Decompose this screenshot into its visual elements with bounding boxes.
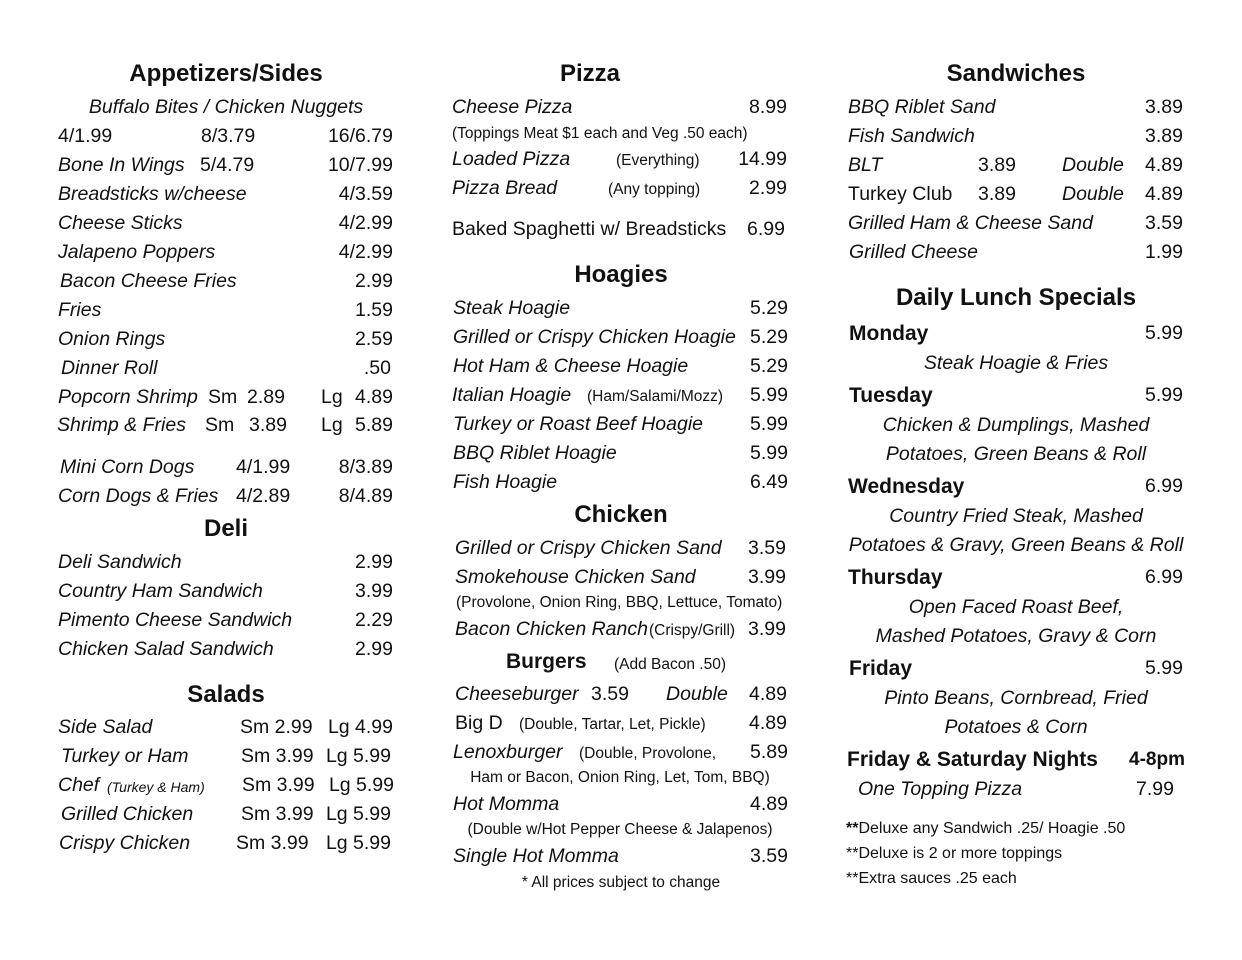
menu-item-price: 5.89 — [750, 741, 788, 763]
menu-item-name: Chef — [58, 774, 100, 796]
menu-item-price: 4.89 — [749, 712, 787, 734]
hoagies-title: Hoagies — [574, 261, 668, 288]
menu-item-name: Turkey or Roast Beef Hoagie — [453, 413, 704, 435]
day-description: Mashed Potatoes, Gravy & Corn — [875, 625, 1157, 647]
lunch-specials-title: Daily Lunch Specials — [895, 284, 1137, 311]
menu-item-note: (Turkey & Ham) — [107, 779, 205, 795]
menu-item-price: 3.89 — [978, 183, 1016, 205]
menu-item-name: Deli Sandwich — [58, 551, 182, 573]
menu-item-name: Italian Hoagie — [452, 384, 572, 406]
menu-item-note: (Double w/Hot Pepper Cheese & Jalapenos) — [467, 821, 773, 838]
day-price: 5.99 — [1145, 322, 1183, 344]
menu-item-name: Breadsticks w/cheese — [58, 183, 247, 205]
weekend-time: 4-8pm — [1129, 749, 1185, 770]
size-large-label: Lg — [321, 386, 343, 408]
double-price: 4.89 — [749, 683, 787, 705]
size-large-price: Lg 4.99 — [327, 716, 393, 738]
menu-item-name: Fish Hoagie — [453, 471, 558, 493]
menu-item-price: 2.59 — [355, 328, 393, 350]
menu-item-name: Popcorn Shrimp — [58, 386, 198, 408]
menu-item-price: 7.99 — [1136, 778, 1174, 800]
menu-item-name: Cheese Sticks — [58, 212, 183, 234]
menu-item-name: Baked Spaghetti w/ Breadsticks — [452, 218, 727, 240]
day-price: 6.99 — [1145, 475, 1183, 497]
menu-item-name: Corn Dogs & Fries — [58, 485, 219, 507]
menu-item-name: Hot Momma — [453, 793, 560, 815]
menu-item-name: Grilled Ham & Cheese Sand — [848, 212, 1093, 234]
size-large-price: Lg 5.99 — [325, 745, 391, 767]
menu-item-name: Grilled Cheese — [849, 241, 978, 263]
menu-item-name: Crispy Chicken — [59, 832, 191, 854]
double-label: Double — [1062, 183, 1124, 205]
menu-item-name: Onion Rings — [58, 328, 166, 350]
day-price: 6.99 — [1145, 566, 1183, 588]
menu-item-note: (Double, Provolone, — [579, 745, 716, 762]
size-large-label: Lg — [321, 414, 343, 436]
menu-item-price: 3.59 — [1145, 212, 1183, 234]
size-small-price: Sm 3.99 — [241, 803, 314, 825]
day-description: Chicken & Dumplings, Mashed — [882, 414, 1150, 436]
size-large-price: Lg 5.99 — [325, 803, 391, 825]
menu-item-name: Mini Corn Dogs — [60, 456, 195, 478]
menu-item-name: Side Salad — [58, 716, 153, 738]
burgers-title: Burgers — [506, 650, 587, 673]
note-text: Deluxe any Sandwich .25/ Hoagie .50 — [858, 820, 1126, 837]
double-label: Double — [666, 683, 728, 705]
double-label: Double — [1062, 154, 1124, 176]
note-text: **Extra sauces .25 each — [846, 870, 1017, 887]
menu-item-price: 4/3.59 — [338, 183, 393, 205]
size-small-label: Sm — [208, 386, 238, 408]
menu-item-note: (Ham/Salami/Mozz) — [587, 388, 724, 405]
menu-item-price: .50 — [363, 357, 391, 379]
menu-item-name: Grilled or Crispy Chicken Sand — [455, 537, 722, 559]
menu-item-name: Turkey Club — [848, 183, 953, 205]
menu-item-name: Turkey or Ham — [61, 745, 189, 767]
menu-item-note: (Crispy/Grill) — [649, 622, 736, 639]
note-marker: ** — [846, 820, 859, 837]
day-label: Wednesday — [848, 475, 965, 498]
size-large-price: 5.89 — [355, 414, 393, 436]
menu-item-name: BLT — [848, 154, 883, 176]
menu-item-price: 1.99 — [1145, 241, 1183, 263]
day-description: Open Faced Roast Beef, — [908, 596, 1124, 618]
menu-item-price: 14.99 — [738, 148, 787, 170]
menu-item-name: Pimento Cheese Sandwich — [58, 609, 293, 631]
menu-item-price: 3.89 — [1145, 96, 1183, 118]
appetizers-title: Appetizers/Sides — [129, 60, 323, 87]
size-small-price: 2.89 — [247, 386, 285, 408]
menu-item-price: 3.59 — [750, 845, 788, 867]
count-price-a: 4/1.99 — [236, 456, 291, 478]
pizza-title: Pizza — [559, 60, 621, 87]
menu-item-name: Fries — [58, 299, 102, 321]
menu-item-name: Smokehouse Chicken Sand — [455, 566, 696, 588]
menu-item-price: 4/2.99 — [338, 212, 393, 234]
menu-item-name: BBQ Riblet Hoagie — [453, 442, 617, 464]
double-price: 4.89 — [1145, 183, 1183, 205]
size-large-price: Lg 5.99 — [325, 832, 391, 854]
chicken-title: Chicken — [574, 501, 668, 528]
menu-item-price: 3.99 — [355, 580, 393, 602]
menu-item-name: Country Ham Sandwich — [58, 580, 263, 602]
menu-item-price: 3.59 — [748, 537, 786, 559]
day-label: Friday — [849, 657, 913, 680]
menu-item-name: Grilled Chicken — [61, 803, 194, 825]
menu-item-price: 2.29 — [355, 609, 393, 631]
size-small-price: 3.89 — [249, 414, 287, 436]
menu-item-name: Loaded Pizza — [452, 148, 571, 170]
toppings-note: (Toppings Meat $1 each and Veg .50 each) — [452, 125, 748, 142]
menu-item-name: One Topping Pizza — [858, 778, 1023, 800]
menu-item-name: Shrimp & Fries — [57, 414, 186, 436]
nuggets-price-a: 4/1.99 — [58, 125, 113, 147]
menu-item-price: 2.99 — [355, 551, 393, 573]
menu-item-price: 2.99 — [355, 270, 393, 292]
wings-name: Bone In Wings — [58, 154, 185, 176]
nuggets-price-c: 16/6.79 — [327, 125, 393, 147]
menu-item-price: 3.99 — [748, 618, 786, 640]
price-disclaimer: * All prices subject to change — [521, 874, 721, 891]
menu-item-note: (Double, Tartar, Let, Pickle) — [519, 716, 706, 733]
size-large-price: 4.89 — [355, 386, 393, 408]
size-large-price: Lg 5.99 — [328, 774, 394, 796]
menu-item-name: Bacon Cheese Fries — [60, 270, 237, 292]
menu-item-name: Fish Sandwich — [848, 125, 975, 147]
menu-item-note: Ham or Bacon, Onion Ring, Let, Tom, BBQ) — [470, 769, 770, 786]
menu-item-price: 5.99 — [750, 442, 788, 464]
nuggets-price-b: 8/3.79 — [201, 125, 256, 147]
menu-item-name: Grilled or Crispy Chicken Hoagie — [453, 326, 736, 348]
day-label: Thursday — [848, 566, 943, 589]
sandwiches-title: Sandwiches — [946, 60, 1086, 87]
menu-item-name: Dinner Roll — [61, 357, 158, 379]
burgers-title-note: (Add Bacon .50) — [614, 656, 727, 673]
appetizers-subtitle: Buffalo Bites / Chicken Nuggets — [88, 96, 364, 118]
menu-item-name: Pizza Bread — [452, 177, 558, 199]
menu-item-price: 3.89 — [978, 154, 1016, 176]
double-price: 4.89 — [1145, 154, 1183, 176]
day-label: Monday — [849, 322, 929, 345]
menu-item-price: 6.49 — [750, 471, 788, 493]
menu-item-price: 2.99 — [355, 638, 393, 660]
menu-item-price: 5.29 — [750, 355, 788, 377]
menu-item-name: Single Hot Momma — [453, 845, 619, 867]
menu-item-price: 3.89 — [1145, 125, 1183, 147]
wings-price-a: 5/4.79 — [200, 154, 255, 176]
count-price-b: 8/3.89 — [338, 456, 393, 478]
weekend-title: Friday & Saturday Nights — [847, 748, 1098, 771]
menu-item-name: BBQ Riblet Sand — [848, 96, 996, 118]
menu-item-price: 8.99 — [749, 96, 787, 118]
menu-item-note: (Any topping) — [608, 181, 701, 198]
menu-item-name: Hot Ham & Cheese Hoagie — [453, 355, 689, 377]
menu-item-name: Lenoxburger — [453, 741, 563, 763]
menu-item-price: 5.29 — [750, 326, 788, 348]
menu-item-price: 4.89 — [750, 793, 788, 815]
count-price-a: 4/2.89 — [236, 485, 291, 507]
menu-item-price: 3.59 — [591, 683, 629, 705]
menu-item-note: (Everything) — [616, 152, 700, 169]
wings-price-b: 10/7.99 — [327, 154, 393, 176]
day-description: Potatoes, Green Beans & Roll — [885, 443, 1147, 465]
day-description: Potatoes & Corn — [944, 716, 1088, 738]
deli-title: Deli — [203, 515, 249, 542]
count-price-b: 8/4.89 — [338, 485, 393, 507]
salads-title: Salads — [187, 681, 265, 708]
menu-item-name: Big D — [455, 712, 503, 734]
menu-item-price: 4/2.99 — [338, 241, 393, 263]
day-description: Country Fried Steak, Mashed — [889, 505, 1143, 527]
size-small-label: Sm — [205, 414, 235, 436]
menu-item-price: 2.99 — [749, 177, 787, 199]
day-label: Tuesday — [849, 384, 933, 407]
menu-item-price: 6.99 — [747, 218, 785, 240]
menu-item-name: Jalapeno Poppers — [58, 241, 216, 263]
menu-item-price: 3.99 — [748, 566, 786, 588]
size-small-price: Sm 3.99 — [241, 745, 314, 767]
menu-item-price: 5.99 — [750, 384, 788, 406]
day-price: 5.99 — [1145, 384, 1183, 406]
note-text: **Deluxe is 2 or more toppings — [846, 845, 1063, 862]
menu-item-price: 1.59 — [355, 299, 393, 321]
day-description: Potatoes & Gravy, Green Beans & Roll — [848, 534, 1184, 556]
day-description: Pinto Beans, Cornbread, Fried — [884, 687, 1148, 709]
day-price: 5.99 — [1145, 657, 1183, 679]
size-small-price: Sm 2.99 — [240, 716, 313, 738]
day-description: Steak Hoagie & Fries — [923, 352, 1109, 374]
menu-item-price: 5.29 — [750, 297, 788, 319]
menu-item-name: Steak Hoagie — [453, 297, 571, 319]
size-small-price: Sm 3.99 — [242, 774, 315, 796]
menu-item-name: Cheese Pizza — [452, 96, 573, 118]
menu-item-name: Cheeseburger — [455, 683, 579, 705]
menu-item-name: Bacon Chicken Ranch — [455, 618, 648, 640]
menu-item-note: (Provolone, Onion Ring, BBQ, Lettuce, Tomato) — [456, 594, 783, 611]
size-small-price: Sm 3.99 — [236, 832, 309, 854]
menu-item-name: Chicken Salad Sandwich — [58, 638, 274, 660]
menu-item-price: 5.99 — [750, 413, 788, 435]
